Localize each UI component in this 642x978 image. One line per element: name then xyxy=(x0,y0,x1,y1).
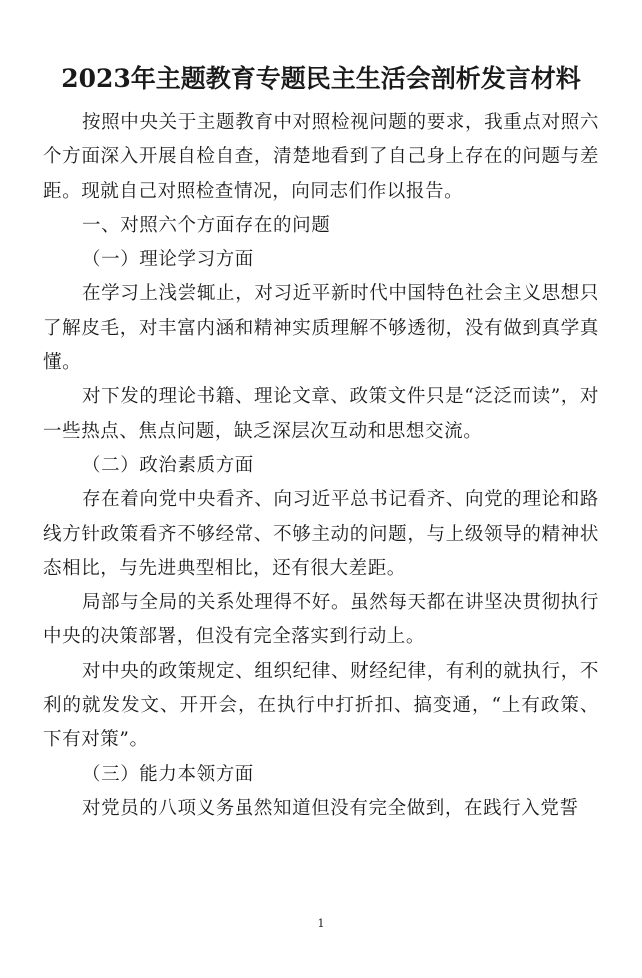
subsection-heading-theory: （一）理论学习方面 xyxy=(82,249,254,271)
paragraph-ability-1: 对党员的八项义务虽然知道但没有完全做到，在践行入党誓 xyxy=(82,797,579,819)
subsection-heading-political: （二）政治素质方面 xyxy=(82,454,254,476)
paragraph-political-1: 存在着向党中央看齐、向习近平总书记看齐、向党的理论和路线方针政策看齐不够经常、不够主动的问题，与上级领导的精神状态相比，与先进典型相比，还有很大差距。 xyxy=(43,489,599,579)
paragraph-theory-1: 在学习上浅尝辄止，对习近平新时代中国特色社会主义思想只了解皮毛，对丰富内涵和精神实质理解不够透彻，没有做到真学真懂。 xyxy=(43,283,599,374)
subsection-heading-ability: （三）能力本领方面 xyxy=(82,763,254,785)
document-title: 2023年主题教育专题民主生活会剖析发言材料 xyxy=(61,64,581,93)
paragraph-theory-2: 对下发的理论书籍、理论文章、政策文件只是“泛泛而读”，对一些热点、焦点问题，缺乏深层次互动和思想交流。 xyxy=(43,386,599,442)
paragraph-political-2: 局部与全局的关系处理得不好。虽然每天都在讲坚决贯彻执行中央的决策部署，但没有完全落实到行动上。 xyxy=(43,592,599,648)
section-heading-1: 一、对照六个方面存在的问题 xyxy=(82,214,331,236)
document-body xyxy=(43,106,599,826)
paragraph-political-3: 对中央的政策规定、组织纪律、财经纪律，有利的就执行，不利的就发发文、开开会，在执行中打折扣、搞变通，“上有政策、下有对策”。 xyxy=(43,660,599,751)
paragraph-intro: 按照中央关于主题教育中对照检视问题的要求，我重点对照六个方面深入开展自检自查，清楚地看到了自己身上存在的问题与差距。现就自己对照检查情况，向同志们作以报告。 xyxy=(43,112,599,202)
page-number: 1 xyxy=(317,917,325,930)
